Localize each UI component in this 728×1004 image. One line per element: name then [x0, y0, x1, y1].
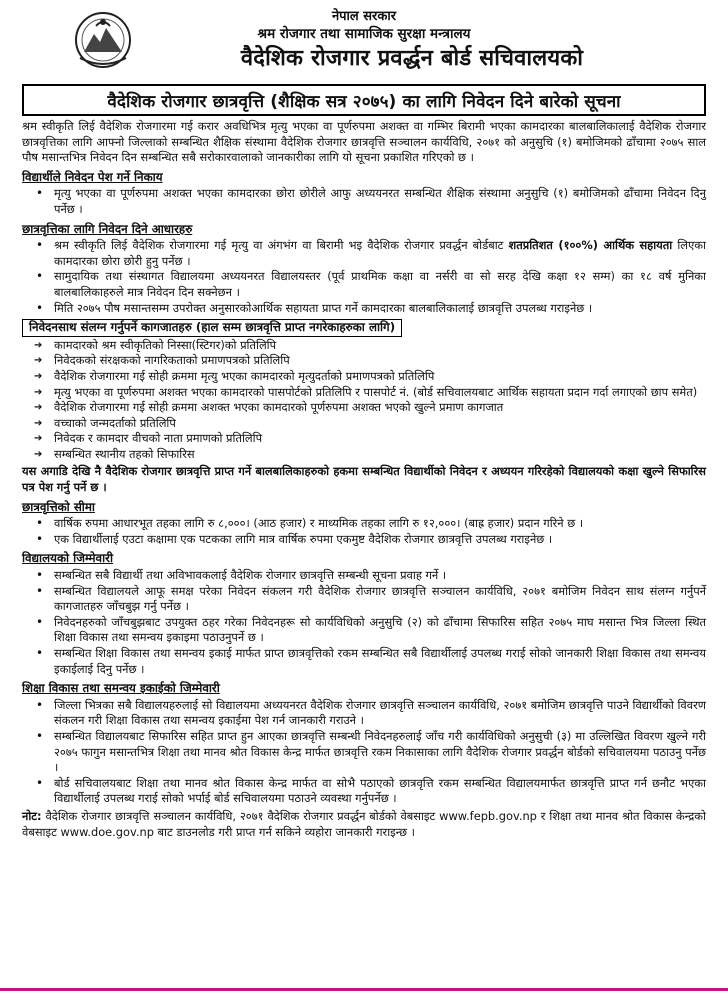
list-item: ➔ वच्चाको जन्मदर्ताको प्रतिलिपि — [54, 416, 706, 432]
list-item: ➔ मृत्यु भएका वा पूर्णरुपमा अशक्त भएका कामदारको पासपोर्टको प्रतिलिपि र पासपोर्ट नं. (बोर्ड सचिवालयबाट आर्थिक सहायता प्रदान गर्दा लगाएको छाप समेत) — [54, 385, 706, 401]
list-item: • निवेदनहरुको जाँचबुझबाट उपयुक्त ठहर गरेका निवेदनहरू सो कार्यविधिको अनुसुचि (२) को ढाँचामा सिफारिस सहित २०७५ माघ मसान्त भित्र जिल्ला स्थित शिक्षा विकास तथा समन्वय इकाइमा पठाउनुपर्ने छ । — [54, 615, 706, 646]
board-name: वैदेशिक रोजगार प्रवर्द्धन बोर्ड सचिवालयको — [240, 46, 584, 71]
section-heading-submission-body: विद्यार्थीले निवेदन पेश गर्ने निकाय — [22, 169, 163, 184]
section-heading-scholarship-limit: छात्रवृत्तिको सीमा — [22, 499, 95, 514]
list-item: • मिति २०७५ पौष मसान्तसम्म उपरोक्त अनुसारकोआर्थिक सहायता प्राप्त गर्ने कामदारका बालबालिकालाई छात्रवृत्ति उपलब्ध गराइनेछ । — [54, 301, 706, 317]
government-name: नेपाल सरकार — [331, 9, 397, 24]
list-item-emphasis: शतप्रतिशत (१००%) आर्थिक सहायता — [508, 238, 673, 253]
list-item: • सम्बन्धित विद्यालयले आफू समक्ष परेका निवेदन संकलन गरी वैदेशिक रोजगार छात्रवृत्ति सञ्चालन कार्यविधि, २०७१ बमोजिम निवेदन साथ संलग्न गर्नुपर्ने कागजातहरु जाँचबुझ गर्नु पर्नेछ । — [54, 584, 706, 615]
list-item: • सम्बन्धित सबै विद्यार्थी तथा अविभावकलाई वैदेशिक रोजगार छात्रवृत्ति सम्बन्धी सूचना प्रवाह गर्ने । — [54, 568, 706, 584]
notice-body — [22, 119, 706, 840]
list-item: • वार्षिक रुपमा आधारभूत तहका लागि रु ८,०००। (आठ हजार) र माध्यमिक तहका लागि रु १२,०००। (बाह्र हजार) प्रदान गरिने छ । — [54, 516, 706, 532]
list-item: ➔ निवेदक र कामदार वीचको नाता प्रमाणको प्रतिलिपि — [54, 431, 706, 447]
section-list-submission-body — [22, 186, 706, 217]
list-item: • सामुदायिक तथा संस्थागत विद्यालयमा अध्ययनरत विद्यालयस्तर (पूर्व प्राथमिक कक्षा वा नर्सरी वा सो सरह देखि कक्षा १२ सम्म) का १८ वर्ष मुनिका बालबालिकाहरुले मात्र निवेदन दिन सक्नेछन । — [54, 269, 706, 300]
footer-divider — [0, 988, 728, 991]
list-item: • बोर्ड सचिवालयबाट शिक्षा तथा मानव श्रोत विकास केन्द्र मार्फत वा सोभै पठाएको छात्रवृत्ति रकम सम्बन्धित विद्यालयमार्फत छात्रवृत्ति प्राप्त गर्न छनौट भएका विद्यार्थीलाई उपलब्ध गराई सोको भर्पाई बोर्ड सचिवालयमा पठाउने व्यवस्था गर्नुपर्नेछ । — [54, 776, 706, 807]
letterhead — [0, 0, 728, 78]
section-heading-school-responsibility: विद्यालयको जिम्मेवारी — [22, 551, 114, 566]
list-item: • जिल्ला भित्रका सबै विद्यालयहरुलाई सो विद्यालयमा अध्ययनरत वैदेशिक रोजगार छात्रवृत्ति सञ्चालन कार्यविधि, २०७१ बमोजिम छात्रवृत्ति पाउने विद्यार्थीको विवरण संकलन गरी शिक्षा विकास तथा समन्वय इकाईमा पेश गर्न जानकारी गराउने । — [54, 698, 706, 729]
section-list-eligibility — [22, 238, 706, 316]
section-heading-required-documents: निवेदनसाथ संलग्न गर्नुपर्ने कागजातहरु (हाल सम्म छात्रवृत्ति प्राप्त नगरेकाहरुका लागि) — [22, 319, 402, 337]
ministry-name: श्रम रोजगार तथा सामाजिक सुरक्षा मन्त्रालय — [257, 26, 471, 42]
note-label: नोट: — [22, 808, 42, 823]
notice-title: वैदेशिक रोजगार छात्रवृत्ति (शैक्षिक सत्र २०७५) का लागि निवेदन दिने बारेको सूचना — [107, 91, 621, 112]
notice-title-box — [22, 84, 706, 116]
list-item: ➔ कामदारको श्रम स्वीकृतिको निस्सा(स्टिगर)को प्रतिलिपि — [54, 338, 706, 354]
list-item — [54, 238, 706, 269]
list-item: • सम्बन्धित शिक्षा विकास तथा समन्वय इकाई मार्फत प्राप्त छात्रवृत्तिको रकम सम्बन्धित सबै विद्यार्थीलाई उपलब्ध गराई सोको जानकारी शिक्षा विकास तथा समन्वय इकाईलाई दिनु पर्नेछ । — [54, 646, 706, 677]
intro-paragraph: श्रम स्वीकृति लिई वैदेशिक रोजगारमा गई करार अवधिभित्र मृत्यु भएका वा पूर्णरुपमा अशक्त वा गम्भिर बिरामी भएका कामदारका बालबालिकालाई वैदेशिक रोजगार छात्रवृत्तिका लागि आफ्नो जिल्लाको सम्बन्धित शैक्षिक संस्थामा वैदेशिक रोजगार छात्रवृत्ति सञ्चालन कार्यविधि, २०७१ को अनुसुचि (१) बमोजिमको ढाँचामा २०७५ साल पौष मसान्तभित्र निवेदन दिन सम्बन्धित सबै सरोकारवालाको जानकारीका लागि यो सूचना प्रकाशित गरिएको छ । — [22, 119, 706, 165]
list-item-text: लिएका कामदारका छोरा छोरी हुनु पर्नेछ । — [54, 238, 707, 268]
footer-note — [22, 809, 706, 840]
list-item: ➔ वैदेशिक रोजगारमा गई सोही क्रममा मृत्यु भएका कामदारको मृत्युदर्ताको प्रमाणपत्रको प्रतिलिपि — [54, 369, 706, 385]
list-item: ➔ सम्बन्धित स्थानीय तहको सिफारिस — [54, 447, 706, 463]
existing-recipients-note: यस अगाडि देखि नै वैदेशिक रोजगार छात्रवृत्ति प्राप्त गर्ने बालबालिकाहरुको हकमा सम्बन्धित विद्यार्थीको निवेदन र अध्ययन गरिरहेको विद्यालयको कक्षा खुल्ने सिफारिस पत्र पेश गर्नु पर्ने छ । — [22, 464, 706, 495]
list-item: • मृत्यु भएका वा पूर्णरुपमा अशक्त भएका कामदारका छोरा छोरीले आफु अध्ययनरत सम्बन्धित शैक्षिक संस्थामा अनुसुचि (१) बमोजिमको ढाँचामा निवेदन दिनु पर्नेछ । — [54, 186, 706, 217]
list-item: ➔ निवेदकको संरक्षकको नागरिकताको प्रमाणपत्रको प्रतिलिपि — [54, 353, 706, 369]
note-text: वैदेशिक रोजगार छात्रवृत्ति सञ्चालन कार्यविधि, २०७१ वैदेशिक रोजगार प्रवर्द्धन बोर्डको वेबसाइट www.fepb.gov.np र शिक्षा तथा मानव श्रोत विकास केन्द्रको वेबसाइट www.doe.gov.np बाट डाउनलोड गरी प्राप्त गर्न सकिने व्यहोरा जानकारी गराइन्छ । — [22, 808, 706, 839]
list-item: • सम्बन्धित विद्यालयबाट सिफारिस सहित प्राप्त हुन आएका छात्रवृत्ति सम्बन्धी निवेदनहरुलाई जाँच गरी कार्यविधिको अनुसुची (३) मा उल्लिखित विवरण खुल्ने गरी २०७५ फागुन मसान्तभित्र शिक्षा तथा मानव श्रोत विकास केन्द्र मार्फत छात्रवृत्ति रकम निकासाका लागि वैदेशिक रोजगार प्रवर्द्धन बोर्डको सचिवालयमा पठाउनु पर्नेछ । — [54, 729, 706, 776]
list-item: ➔ वैदेशिक रोजगारमा गई सोही क्रममा अशक्त भएका कामदारको पूर्णरुपमा अशक्त भएको खुल्ने प्रमाण कागजात — [54, 400, 706, 416]
section-heading-eligibility: छात्रवृत्तिका लागि निवेदन दिने आधारहरु — [22, 221, 193, 236]
section-list-school-responsibility — [22, 568, 706, 677]
list-item: • एक विद्यार्थीलाई एउटा कक्षामा एक पटकका लागि मात्र वार्षिक रुपमा एकमुष्ट वैदेशिक रोजगार छात्रवृत्ति उपलब्ध गराइनेछ । — [54, 532, 706, 548]
section-heading-education-unit-responsibility: शिक्षा विकास तथा समन्वय इकाईको जिम्मेवारी — [22, 681, 220, 696]
section-list-scholarship-limit — [22, 516, 706, 547]
section-list-required-documents — [22, 338, 706, 463]
list-item-text: श्रम स्वीकृति लिई वैदेशिक रोजगारमा गई मृत्यु वा अंगभंग वा बिरामी भइ वैदेशिक रोजगार प्रवर्द्धन बोर्डबाट — [54, 238, 509, 253]
section-list-education-unit-responsibility — [22, 698, 706, 807]
